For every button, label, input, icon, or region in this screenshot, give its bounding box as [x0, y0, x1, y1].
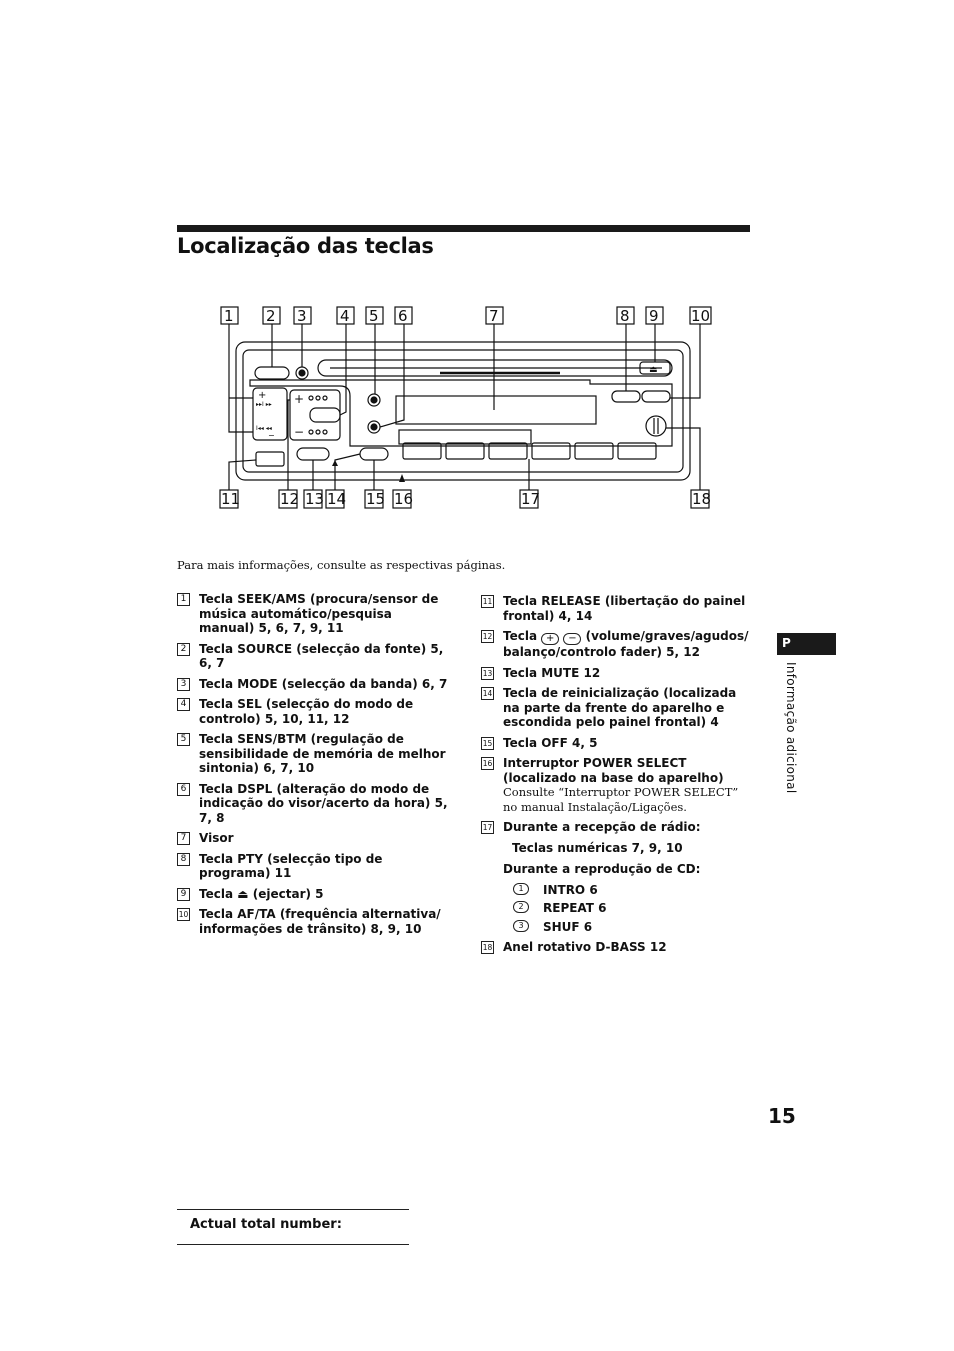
- list-item: 18 Anel rotativo D-BASS 12: [482, 940, 667, 954]
- page-title: Localização das teclas: [177, 234, 434, 258]
- sel-button: [310, 408, 340, 422]
- list-item: 13 Tecla MUTE 12: [482, 665, 601, 680]
- off-button: [360, 448, 388, 460]
- callout-17: [520, 490, 540, 508]
- svg-text:4: 4: [340, 307, 350, 325]
- svg-text:⏏: ⏏: [649, 365, 658, 375]
- callout-6: [395, 307, 412, 325]
- list-item: 16 Interruptor POWER SELECT (localizado na base do aparelho) Consulte “Interruptor POWER SELECT” no manual Instalação/Ligações.: [482, 756, 739, 814]
- svg-text:10: 10: [691, 307, 711, 325]
- cd-item: 2 REPEAT 6: [503, 901, 751, 916]
- list-item: 15 Tecla OFF 4, 5: [482, 735, 598, 750]
- svg-text:12: 12: [280, 490, 300, 508]
- footer-rule-top: [177, 1209, 409, 1210]
- section-label: Informação adicional: [784, 662, 798, 794]
- svg-text:+: +: [258, 390, 267, 401]
- callout-12: [279, 490, 299, 508]
- callout-13: [304, 490, 324, 508]
- svg-text:9: 9: [649, 307, 659, 325]
- svg-text:8: 8: [620, 307, 630, 325]
- section-tab: P: [777, 633, 836, 655]
- plus-icon: +: [541, 633, 559, 645]
- cd-item: 3 SHUF 6: [503, 920, 751, 935]
- footer-label: Actual total number:: [190, 1217, 342, 1232]
- list-item: 3 Tecla MODE (selecção da banda) 6, 7: [177, 677, 449, 692]
- af-ta-button: [642, 391, 670, 402]
- callout-10: [690, 307, 711, 325]
- eject-icon: ⏏: [237, 886, 249, 901]
- svg-text:7: 7: [489, 307, 499, 325]
- callout-15: [365, 490, 385, 508]
- svg-text:1: 1: [224, 307, 234, 325]
- callout-2: [263, 307, 280, 325]
- list-item: 2 Tecla SOURCE (selecção da fonte) 5, 6, 7: [177, 642, 449, 671]
- svg-text:17: 17: [521, 490, 541, 508]
- callout-5: [366, 307, 383, 325]
- svg-text:6: 6: [398, 307, 408, 325]
- mute-button: [297, 448, 329, 460]
- callout-1: [221, 307, 238, 325]
- list-item: 7 Visor: [177, 831, 449, 846]
- callout-7: [486, 307, 503, 325]
- svg-text:+: +: [294, 392, 305, 406]
- svg-text:15: 15: [366, 490, 386, 508]
- arrow-up-icon: [399, 474, 405, 482]
- callout-18: [691, 490, 711, 508]
- cd-item: 1 INTRO 6: [503, 883, 751, 898]
- callout-11: [220, 490, 240, 508]
- callout-16: [393, 490, 413, 508]
- svg-text:▸▸I ▸▸: ▸▸I ▸▸: [256, 401, 272, 408]
- svg-text:−: −: [268, 431, 275, 440]
- display: [396, 396, 596, 424]
- pty-button: [612, 391, 640, 402]
- list-item: 1 Tecla SEEK/AMS (procura/sensor de música automático/pesquisa manual) 5, 6, 7, 9, 11: [177, 592, 449, 636]
- svg-text:2: 2: [266, 307, 276, 325]
- svg-text:11: 11: [221, 490, 241, 508]
- intro-text: Para mais informações, consulte as respectivas páginas.: [177, 558, 506, 572]
- list-item: 17 Durante a recepção de rádio: Teclas numéricas 7, 9, 10 Durante a reprodução de CD: 1 INTRO 6 2 REPEAT 6 3 SHUF 6: [481, 820, 751, 934]
- key-list-left: [177, 592, 449, 942]
- svg-text:3: 3: [297, 307, 307, 325]
- list-item: 14 Tecla de reinicialização (localizada na parte da frente do aparelho e escondida pelo painel frontal) 4: [482, 686, 737, 729]
- car-stereo-diagram: [0, 0, 954, 540]
- dbass-knob: [646, 416, 666, 436]
- svg-text:5: 5: [369, 307, 379, 325]
- callout-9: [646, 307, 663, 325]
- footer-rule-bottom: [177, 1244, 409, 1245]
- callout-8: [617, 307, 634, 325]
- svg-text:13: 13: [305, 490, 325, 508]
- minus-icon: −: [563, 633, 581, 645]
- list-item: 6 Tecla DSPL (alteração do modo de indicação do visor/acerto da hora) 5, 7, 8: [177, 782, 449, 826]
- list-item: 11 Tecla RELEASE (libertação do painel frontal) 4, 14: [482, 594, 746, 623]
- page-number: 15: [768, 1104, 796, 1128]
- svg-text:I◂◂ ◂◂: I◂◂ ◂◂: [256, 425, 272, 432]
- callout-4: [337, 307, 354, 325]
- callout-3: [294, 307, 311, 325]
- key-list-right: [481, 594, 751, 961]
- callout-14: [326, 490, 346, 508]
- arrow-up-small-icon: [332, 460, 338, 466]
- release-button: [256, 452, 284, 466]
- list-item: 5 Tecla SENS/BTM (regulação de sensibilidade de memória de melhor sintonia) 6, 7, 10: [177, 732, 449, 776]
- list-item: 10 Tecla AF/TA (frequência alternativa/ informações de trânsito) 8, 9, 10: [178, 907, 441, 936]
- source-button: [255, 367, 289, 379]
- svg-text:14: 14: [327, 490, 347, 508]
- svg-text:16: 16: [394, 490, 414, 508]
- list-item: 9 Tecla ⏏ (ejectar) 5: [177, 887, 449, 902]
- svg-text:−: −: [294, 425, 305, 439]
- svg-text:18: 18: [692, 490, 712, 508]
- list-item: 4 Tecla SEL (selecção do modo de controlo) 5, 10, 11, 12: [177, 697, 449, 726]
- list-item: 8 Tecla PTY (selecção tipo de programa) 11: [177, 852, 449, 881]
- list-item: 12 Tecla + − (volume/graves/agudos/ balanço/controlo fader) 5, 12: [482, 629, 749, 659]
